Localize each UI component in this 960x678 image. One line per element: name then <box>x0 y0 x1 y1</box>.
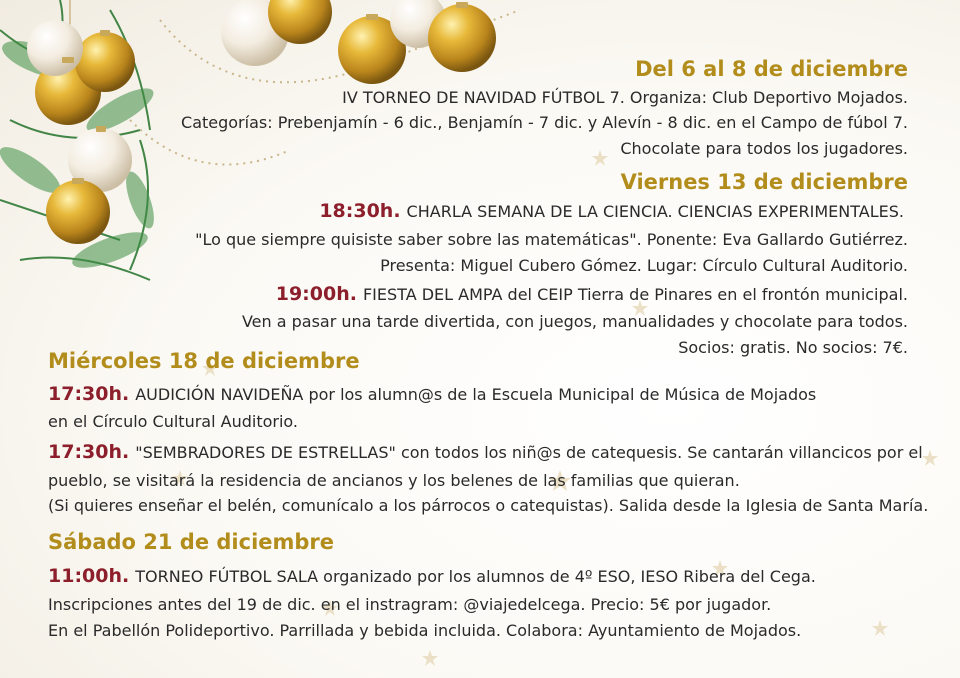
event-line: Categorías: Prebenjamín - 6 dic., Benjamín - 7 dic. y Alevín - 8 dic. en el Campo de fúbol 7. <box>181 113 908 132</box>
event-line: Inscripciones antes del 19 de dic. en el instragram: @viajedelcega. Precio: 5€ por jugador. <box>48 595 772 614</box>
event-line: pueblo, se visitará la residencia de ancianos y los belenes de las familias que quieran. <box>48 471 740 490</box>
event-time: 17:30h. <box>48 383 130 405</box>
event-title-line <box>276 284 908 305</box>
event-title: "SEMBRADORES DE ESTRELLAS" con todos los niñ@s de catequesis. Se cantarán villancicos por el <box>135 443 923 462</box>
section-heading: Miércoles 18 de diciembre <box>48 349 360 373</box>
event-time: 18:30h. <box>319 200 401 222</box>
event-line: Chocolate para todos los jugadores. <box>620 139 908 158</box>
event-line: IV TORNEO DE NAVIDAD FÚTBOL 7. Organiza: Club Deportivo Mojados. <box>342 88 908 107</box>
event-line: (Si quieres enseñar el belén, comunícalo a los párrocos o catequistas). Salida desde la Iglesia de Santa María. <box>48 496 929 515</box>
event-title-line <box>48 384 816 405</box>
event-title: AUDICIÓN NAVIDEÑA por los alumn@s de la Escuela Municipal de Música de Mojados <box>135 385 817 404</box>
event-time: 19:00h. <box>275 283 357 305</box>
event-title-line <box>48 566 816 587</box>
event-title-line <box>48 442 923 463</box>
section-heading: Del 6 al 8 de diciembre <box>635 57 908 81</box>
event-line: Ven a pasar una tarde divertida, con juegos, manualidades y chocolate para todos. <box>241 312 908 331</box>
section-heading: Sábado 21 de diciembre <box>48 530 335 554</box>
event-title-line <box>319 201 904 222</box>
event-title: CHARLA SEMANA DE LA CIENCIA. CIENCIAS EXPERIMENTALES. <box>406 202 904 221</box>
event-line: Socios: gratis. No socios: 7€. <box>678 338 908 357</box>
event-line: "Lo que siempre quisiste saber sobre las matemáticas". Ponente: Eva Gallardo Gutiérrez. <box>195 230 908 249</box>
event-title: TORNEO FÚTBOL SALA organizado por los alumnos de 4º ESO, IESO Ribera del Cega. <box>135 567 816 586</box>
event-time: 11:00h. <box>48 565 130 587</box>
event-time: 17:30h. <box>48 441 130 463</box>
event-title: FIESTA DEL AMPA del CEIP Tierra de Pinares en el frontón municipal. <box>362 285 908 304</box>
event-line: En el Pabellón Polideportivo. Parrillada y bebida incluida. Colabora: Ayuntamiento de Mojados. <box>48 621 802 640</box>
event-line: Presenta: Miguel Cubero Gómez. Lugar: Círculo Cultural Auditorio. <box>380 256 908 275</box>
event-line: en el Círculo Cultural Auditorio. <box>48 412 298 431</box>
section-heading: Viernes 13 de diciembre <box>620 170 908 194</box>
